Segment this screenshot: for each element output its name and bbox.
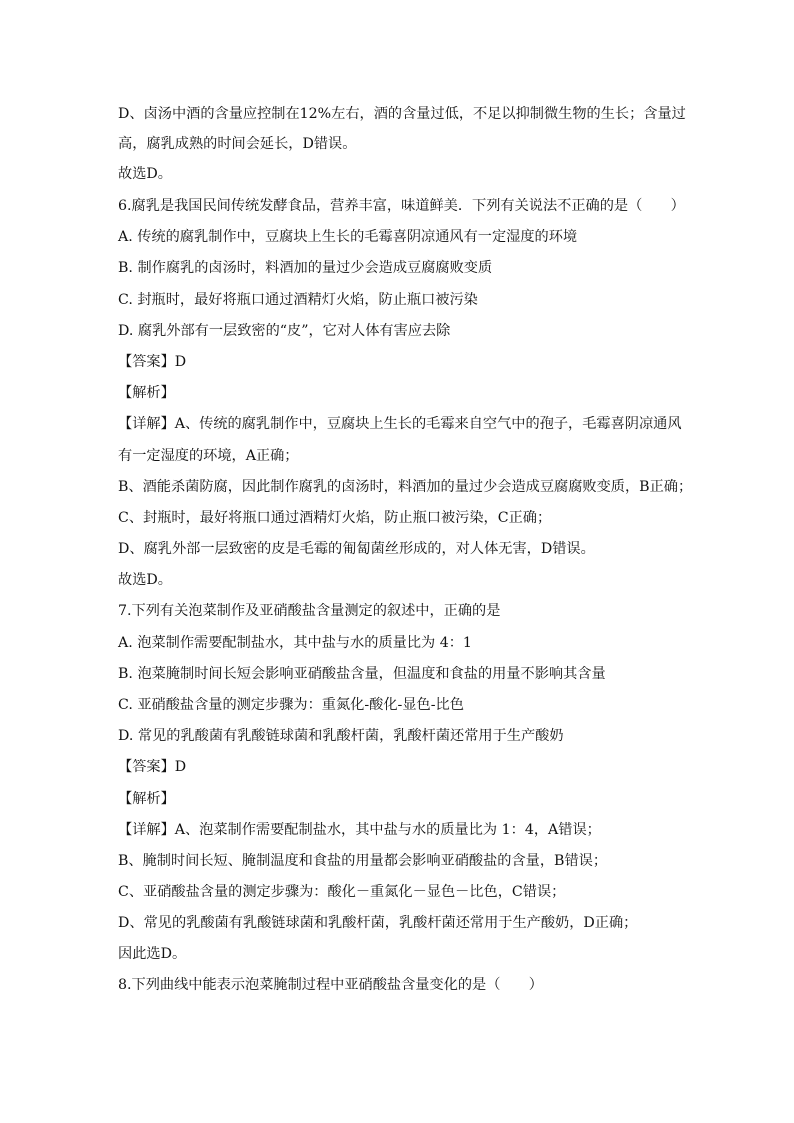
- question-6-option-d: D. 腐乳外部有一层致密的“皮”，它对人体有害应去除: [118, 323, 451, 339]
- question-6-analysis-heading: 【解析】: [118, 385, 175, 401]
- conclusion-q5: 故选D。: [118, 166, 172, 182]
- question-6-option-a: A. 传统的腐乳制作中，豆腐块上生长的毛霉喜阴凉通风有一定湿度的环境: [118, 229, 578, 245]
- question-7-answer: 【答案】D: [118, 759, 187, 775]
- question-7-detail-b: B、腌制时间长短、腌制温度和食盐的用量都会影响亚硝酸盐的含量，B错误；: [118, 853, 608, 869]
- question-7-stem: 7.下列有关泡菜制作及亚硝酸盐含量测定的叙述中，正确的是: [118, 603, 501, 619]
- question-7-detail-d: D、常见的乳酸菌有乳酸链球菌和乳酸杆菌，乳酸杆菌还常用于生产酸奶，D正确；: [118, 915, 638, 931]
- question-6-stem: 6.腐乳是我国民间传统发酵食品，营养丰富，味道鲜美．下列有关说法不正确的是（ ）: [118, 198, 685, 214]
- question-7-analysis-heading: 【解析】: [118, 791, 175, 807]
- question-8-stem: 8.下列曲线中能表示泡菜腌制过程中亚硝酸盐含量变化的是（ ）: [118, 977, 543, 993]
- question-7-option-b: B. 泡菜腌制时间长短会影响亚硝酸盐含量，但温度和食盐的用量不影响其含量: [118, 666, 606, 682]
- question-6-option-b: B. 制作腐乳的卤汤时，料酒加的量过少会造成豆腐腐败变质: [118, 260, 493, 276]
- question-7-detail-a: 【详解】A、泡菜制作需要配制盐水，其中盐与水的质量比为 1：4，A错误；: [118, 822, 601, 838]
- option-d-explanation-line-2: 高，腐乳成熟的时间会延长，D错误。: [118, 136, 357, 152]
- question-6-detail-d: D、腐乳外部一层致密的皮是毛霉的匍匐菌丝形成的，对人体无害，D错误。: [118, 541, 595, 557]
- question-6-detail-a-line-1: 【详解】A、传统的腐乳制作中，豆腐块上生长的毛霉来自空气中的孢子，毛霉喜阴凉通风: [118, 416, 682, 432]
- question-6-detail-a-line-2: 有一定湿度的环境，A正确；: [118, 448, 299, 464]
- question-7-option-d: D. 常见的乳酸菌有乳酸链球菌和乳酸杆菌，乳酸杆菌还常用于生产酸奶: [118, 728, 564, 744]
- question-7-conclusion: 因此选D。: [118, 946, 187, 962]
- question-7-detail-c: C、亚硝酸盐含量的测定步骤为：酸化－重氮化－显色－比色，C错误；: [118, 884, 566, 900]
- question-7-option-c: C. 亚硝酸盐含量的测定步骤为：重氮化-酸化-显色-比色: [118, 697, 464, 713]
- question-6-option-c: C. 封瓶时，最好将瓶口通过酒精灯火焰，防止瓶口被污染: [118, 292, 478, 308]
- question-6-detail-c: C、封瓶时，最好将瓶口通过酒精灯火焰，防止瓶口被污染，C正确；: [118, 510, 552, 526]
- question-7-option-a: A. 泡菜制作需要配制盐水，其中盐与水的质量比为 4：1: [118, 635, 472, 651]
- question-6-answer: 【答案】D: [118, 354, 187, 370]
- option-d-explanation-line-1: D、卤汤中酒的含量应控制在12%左右，酒的含量过低，不足以抑制微生物的生长；含量过: [118, 106, 686, 122]
- question-6-conclusion: 故选D。: [118, 572, 172, 588]
- question-6-detail-b: B、酒能杀菌防腐，因此制作腐乳的卤汤时，料酒加的量过少会造成豆腐腐败变质，B正确；: [118, 479, 693, 495]
